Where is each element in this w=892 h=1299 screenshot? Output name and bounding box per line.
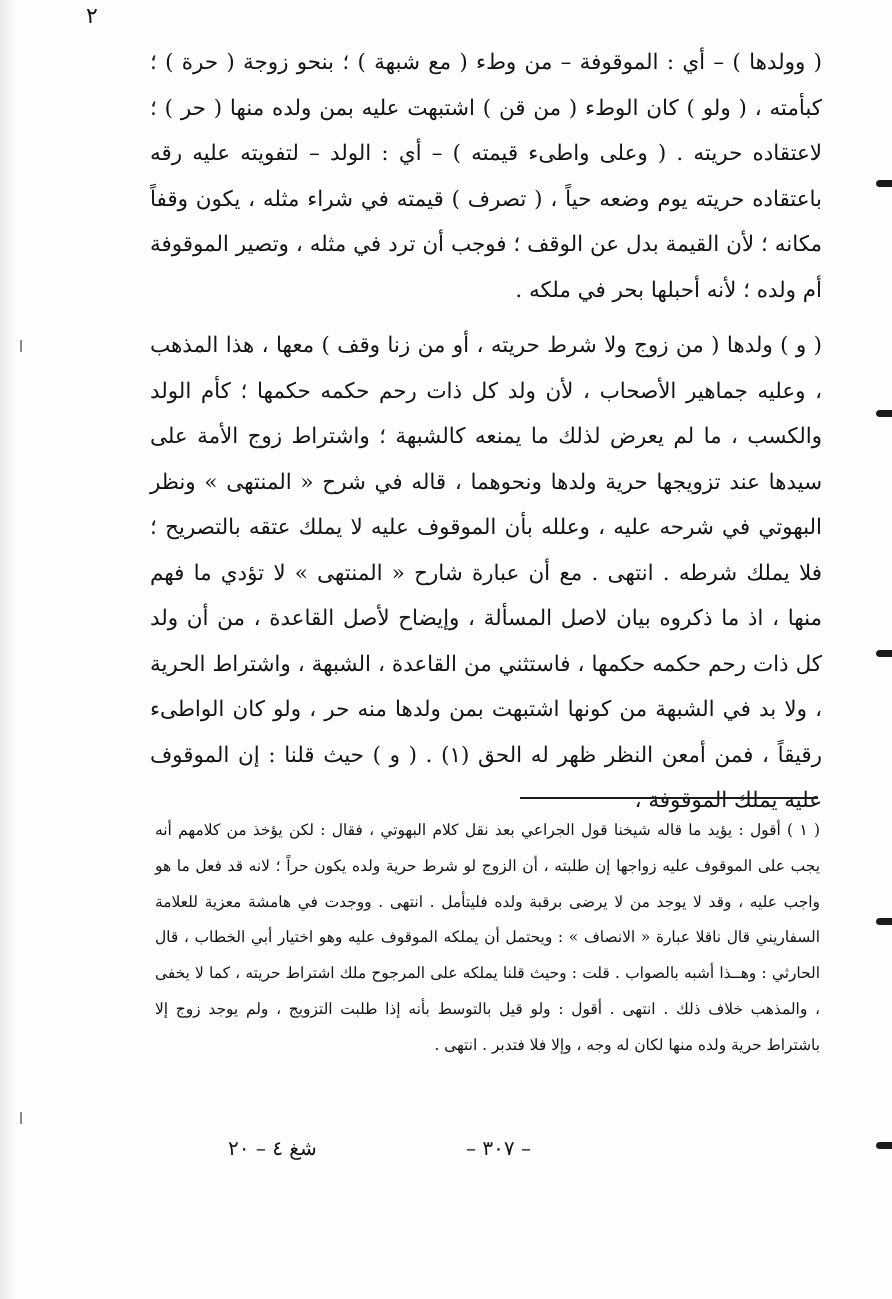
- footnote: [155, 813, 820, 1064]
- body-paragraph: ( وولدها ) – أي : الموقوفة – من وطء ( مع شبهة ) ؛ بنحو زوجة ( حرة ) ؛ كبأمته ، ( ولو ) كان الوطء ( من قن ) اشتبهت عليه بمن ولده منها ( حر ) ؛ لاعتقاده حريته . ( وعلى واطىء قيمته ) – أي : الولد – لتفويته عليه رقه باعتقاده حريته يوم وضعه حياً ، ( تصرف ) قيمته في شراء مثله ، يكون وقفاً مكانه ؛ لأن القيمة بدل عن الوقف ؛ فوجب أن ترد في مثله ، وتصير الموقوفة أم ولده ؛ لأنه أحبلها بحر في ملكه .: [150, 50, 822, 303]
- binding-hole-mark: [876, 180, 892, 187]
- corner-mark: ٢: [86, 4, 98, 29]
- binding-hole-mark: [876, 918, 892, 925]
- body-paragraph: ( و ) ولدها ( من زوج ولا شرط حريته ، أو من زنا وقف ) معها ، هذا المذهب ، وعليه جماهير الأصحاب ، لأن ولد كل ذات رحم حكمه حكمها ؛ كأم الولد والكسب ، ما لم يعرض لذلك ما يمنعه كالشبهة ؛ واشتراط زوج الأمة على سيدها عند تزويجها حرية ولدها ونحوهما ، قاله في شرح « المنتهى » ونظر البهوتي في شرحه عليه ، وعلله بأن الموقوف عليه لا يملك عتقه بالتصريح ؛ فلا يملك شرطه . انتهى . مع أن عبارة شارح « المنتهى » لا تؤدي ما فهم منها ، اذ ما ذكروه بيان لاصل المسألة ، وإيضاح لأصل القاعدة ، من أن ولد كل ذات رحم حكمه حكمها ، فاستثني من القاعدة ، الشبهة ، واشتراط الحرية ، ولا بد في الشبهة من كونها اشتبهت بمن ولدها منه حر ، ولو كان الواطىء رقيقاً ، فمن أمعن النظر ظهر له الحق (١) . ( و ) حيث قلنا : إن الموقوف عليه يملك الموقوفة ،: [150, 333, 822, 813]
- margin-tick: [20, 1112, 22, 1124]
- binding-hole-mark: [876, 410, 892, 417]
- footnote-separator: [520, 797, 818, 799]
- binding-hole-mark: [876, 650, 892, 657]
- page-gutter-shadow: [0, 0, 14, 1299]
- sheet-signature: شغ ٤ – ٢٠: [228, 1136, 317, 1160]
- margin-tick: [20, 340, 22, 352]
- main-body-text: [150, 40, 822, 824]
- footnote-paragraph: ( ١ ) أقول : يؤيد ما قاله شيخنا قول الجراعي بعد نقل كلام البهوتي ، فقال : لكن يؤخذ من كلامهم أنه يجب على الموقوف عليه زواجها إن طلبته ، أن الزوج لو شرط حرية ولده يكون حراً ؛ لانه قد فعل ما هو واجب عليه ، وقد لا يوجد من لا يرضى برقبة ولده فليتأمل . انتهى . ووجدت في هامشة معزية للعلامة السفاريني قال ناقلا عبارة « الانصاف » : ويحتمل أن يملكه الموقوف عليه وهو اختيار أبي الخطاب ، قال الحارثي : وهــذا أشبه بالصواب . قلت : وحيث قلنا يملكه على المرجوح ملك اشتراط حريته ، كما لا يخفى ، والمذهب خلاف ذلك . انتهى . أقول : ولو قيل بالتوسط بأنه إذا طلبت التزويج ، ولم يوجد زوج إلا باشتراط حرية ولده منها لكان له وجه ، وإلا فلا فتدبر . انتهى .: [155, 821, 821, 1054]
- page-number: – ٣٠٧ –: [466, 1136, 531, 1160]
- page-footer: [0, 1136, 892, 1176]
